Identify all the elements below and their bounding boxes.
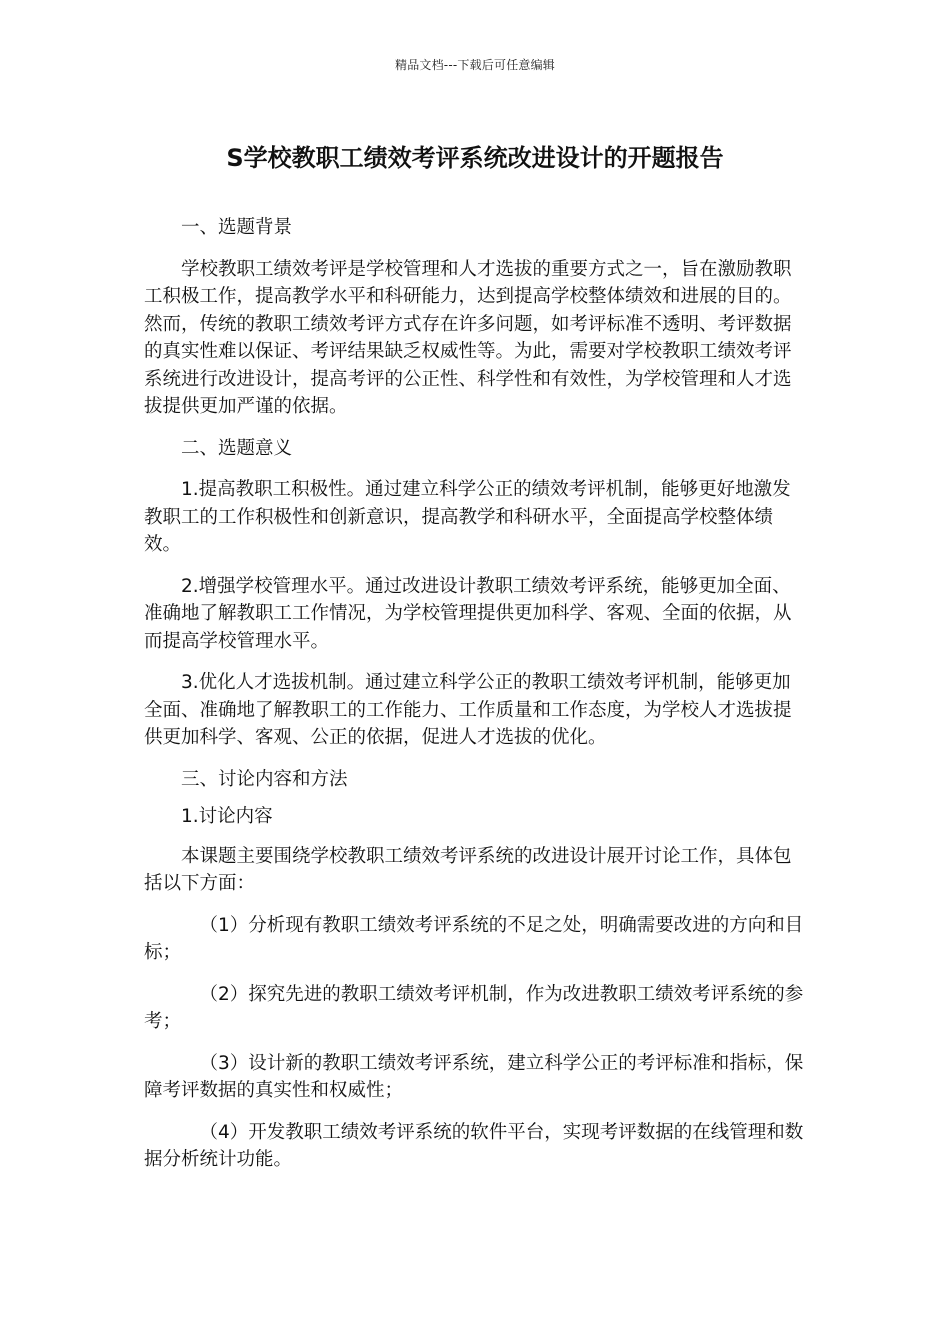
list-item-1: （1）分析现有教职工绩效考评系统的不足之处，明确需要改进的方向和目标； [144,914,804,963]
document-title: S学校教职工绩效考评系统改进设计的开题报告 [226,144,724,172]
document-body [144,214,806,1174]
paragraph-significance-2: 2.增强学校管理水平。通过改进设计教职工绩效考评系统，能够更加全面、准确地了解教职工工作情况，为学校管理提供更加科学、客观、全面的依据，从而提高学校管理水平。 [144,575,792,652]
paragraph-significance-3: 3.优化人才选拔机制。通过建立科学公正的教职工绩效考评机制，能够更加全面、准确地了解教职工的工作能力、工作质量和工作态度，为学校人才选拔提供更加科学、客观、公正的依据，促进人才选拔的优化。 [144,672,792,748]
paragraph-significance-1: 1.提高教职工积极性。通过建立科学公正的绩效考评机制，能够更好地激发教职工的工作积极性和创新意识，提高教学和科研水平，全面提高学校整体绩效。 [144,479,791,555]
list-item-2: （2）探究先进的教职工绩效考评机制，作为改进教职工绩效考评系统的参考； [144,983,804,1032]
list-item-3: （3）设计新的教职工绩效考评系统，建立科学公正的考评标准和指标，保障考评数据的真实性和权威性； [144,1052,804,1101]
paragraph-content-intro: 本课题主要围绕学校教职工绩效考评系统的改进设计展开讨论工作，具体包括以下方面： [144,845,792,894]
subheading-content: 1.讨论内容 [181,806,273,827]
header-note: 精品文档---下载后可任意编辑 [395,58,555,72]
section-heading-significance: 二、选题意义 [181,437,293,459]
section-heading-content-method: 三、讨论内容和方法 [181,768,348,790]
paragraph-background: 学校教职工绩效考评是学校管理和人才选拔的重要方式之一，旨在激励教职工积极工作，提高教学水平和科研能力，达到提高学校整体绩效和进展的目的。然而，传统的教职工绩效考评方式存在许多问题，如考评标准不透明、考评数据的真实性难以保证、考评结果缺乏权威性等。为此，需要对学校教职工绩效考评系统进行改进设计，提高考评的公正性、科学性和有效性，为学校管理和人才选拔提供更加严谨的依据。 [144,258,792,417]
section-heading-background: 一、选题背景 [181,217,293,238]
list-item-4: （4）开发教职工绩效考评系统的软件平台，实现考评数据的在线管理和数据分析统计功能。 [144,1121,804,1170]
